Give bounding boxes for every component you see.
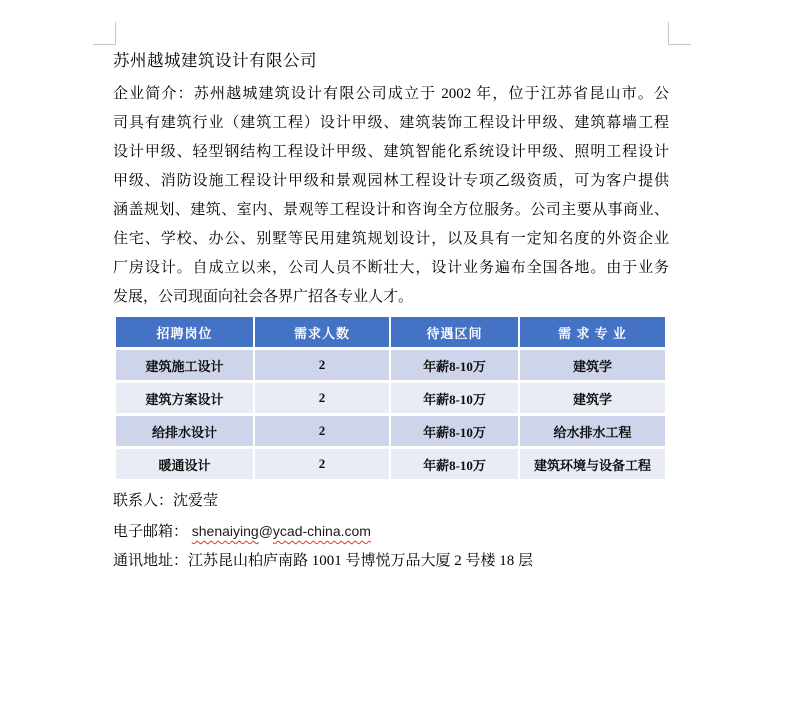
- table-cell-salary: 年薪8-10万: [391, 449, 518, 479]
- table-cell-headcount: 2: [255, 449, 389, 479]
- table-cell-headcount: 2: [255, 350, 389, 380]
- table-cell-salary: 年薪8-10万: [391, 416, 518, 446]
- email-at-sign: @: [258, 523, 273, 539]
- intro-line: 住宅、学校、办公、别墅等民用建筑规划设计，以及具有一定知名度的外资企业: [113, 231, 669, 247]
- table-cell-position: 建筑方案设计: [116, 383, 253, 413]
- table-header-position: 招聘岗位: [116, 317, 253, 347]
- table-cell-headcount: 2: [255, 416, 389, 446]
- page-margin-mark-top-left: [93, 22, 116, 45]
- table-cell-major: 建筑学: [520, 383, 665, 413]
- table-cell-salary: 年薪8-10万: [391, 350, 518, 380]
- page-margin-mark-top-right: [668, 22, 691, 45]
- intro-line: 司具有建筑行业（建筑工程）设计甲级、建筑装饰工程设计甲级、建筑幕墙工程: [113, 115, 669, 131]
- table-cell-major: 建筑环境与设备工程: [520, 449, 665, 479]
- table-cell-salary: 年薪8-10万: [391, 383, 518, 413]
- intro-line: 发展，公司现面向社会各界广招各专业人才。: [113, 289, 414, 305]
- table-header-salary: 待遇区间: [391, 317, 518, 347]
- email-user-text: shenaiying: [191, 523, 259, 539]
- table-cell-position: 建筑施工设计: [116, 350, 253, 380]
- contact-person: 联系人：沈爱莹: [113, 493, 219, 509]
- table-cell-position: 给排水设计: [116, 416, 253, 446]
- contact-email-line: [113, 520, 371, 543]
- table-cell-major: 给水排水工程: [520, 416, 665, 446]
- table-cell-position: 暖通设计: [116, 449, 253, 479]
- intro-line: 企业简介：苏州越城建筑设计有限公司成立于 2002 年，位于江苏省昆山市。公: [113, 86, 669, 102]
- intro-line: 甲级、消防设施工程设计甲级和景观园林工程设计专项乙级资质，可为客户提供: [113, 173, 669, 189]
- recruitment-table: [116, 317, 665, 479]
- intro-line: 涵盖规划、建筑、室内、景观等工程设计和咨询全方位服务。公司主要从事商业、: [113, 202, 669, 218]
- table-cell-major: 建筑学: [520, 350, 665, 380]
- table-cell-headcount: 2: [255, 383, 389, 413]
- table-header-headcount: 需求人数: [255, 317, 389, 347]
- intro-line: 设计甲级、轻型钢结构工程设计甲级、建筑智能化系统设计甲级、照明工程设计: [113, 144, 669, 160]
- contact-email-label: 电子邮箱：: [113, 524, 189, 540]
- intro-line: 厂房设计。自成立以来，公司人员不断壮大，设计业务遍布全国各地。由于业务: [113, 260, 669, 276]
- email-domain-text: ycad-china.com: [272, 523, 371, 539]
- contact-address: 通讯地址：江苏昆山柏庐南路 1001 号博悦万品大厦 2 号楼 18 层: [113, 553, 534, 569]
- company-intro-paragraph: [113, 80, 669, 312]
- company-title: 苏州越城建筑设计有限公司: [113, 51, 317, 70]
- table-header-major: 需 求 专 业: [520, 317, 665, 347]
